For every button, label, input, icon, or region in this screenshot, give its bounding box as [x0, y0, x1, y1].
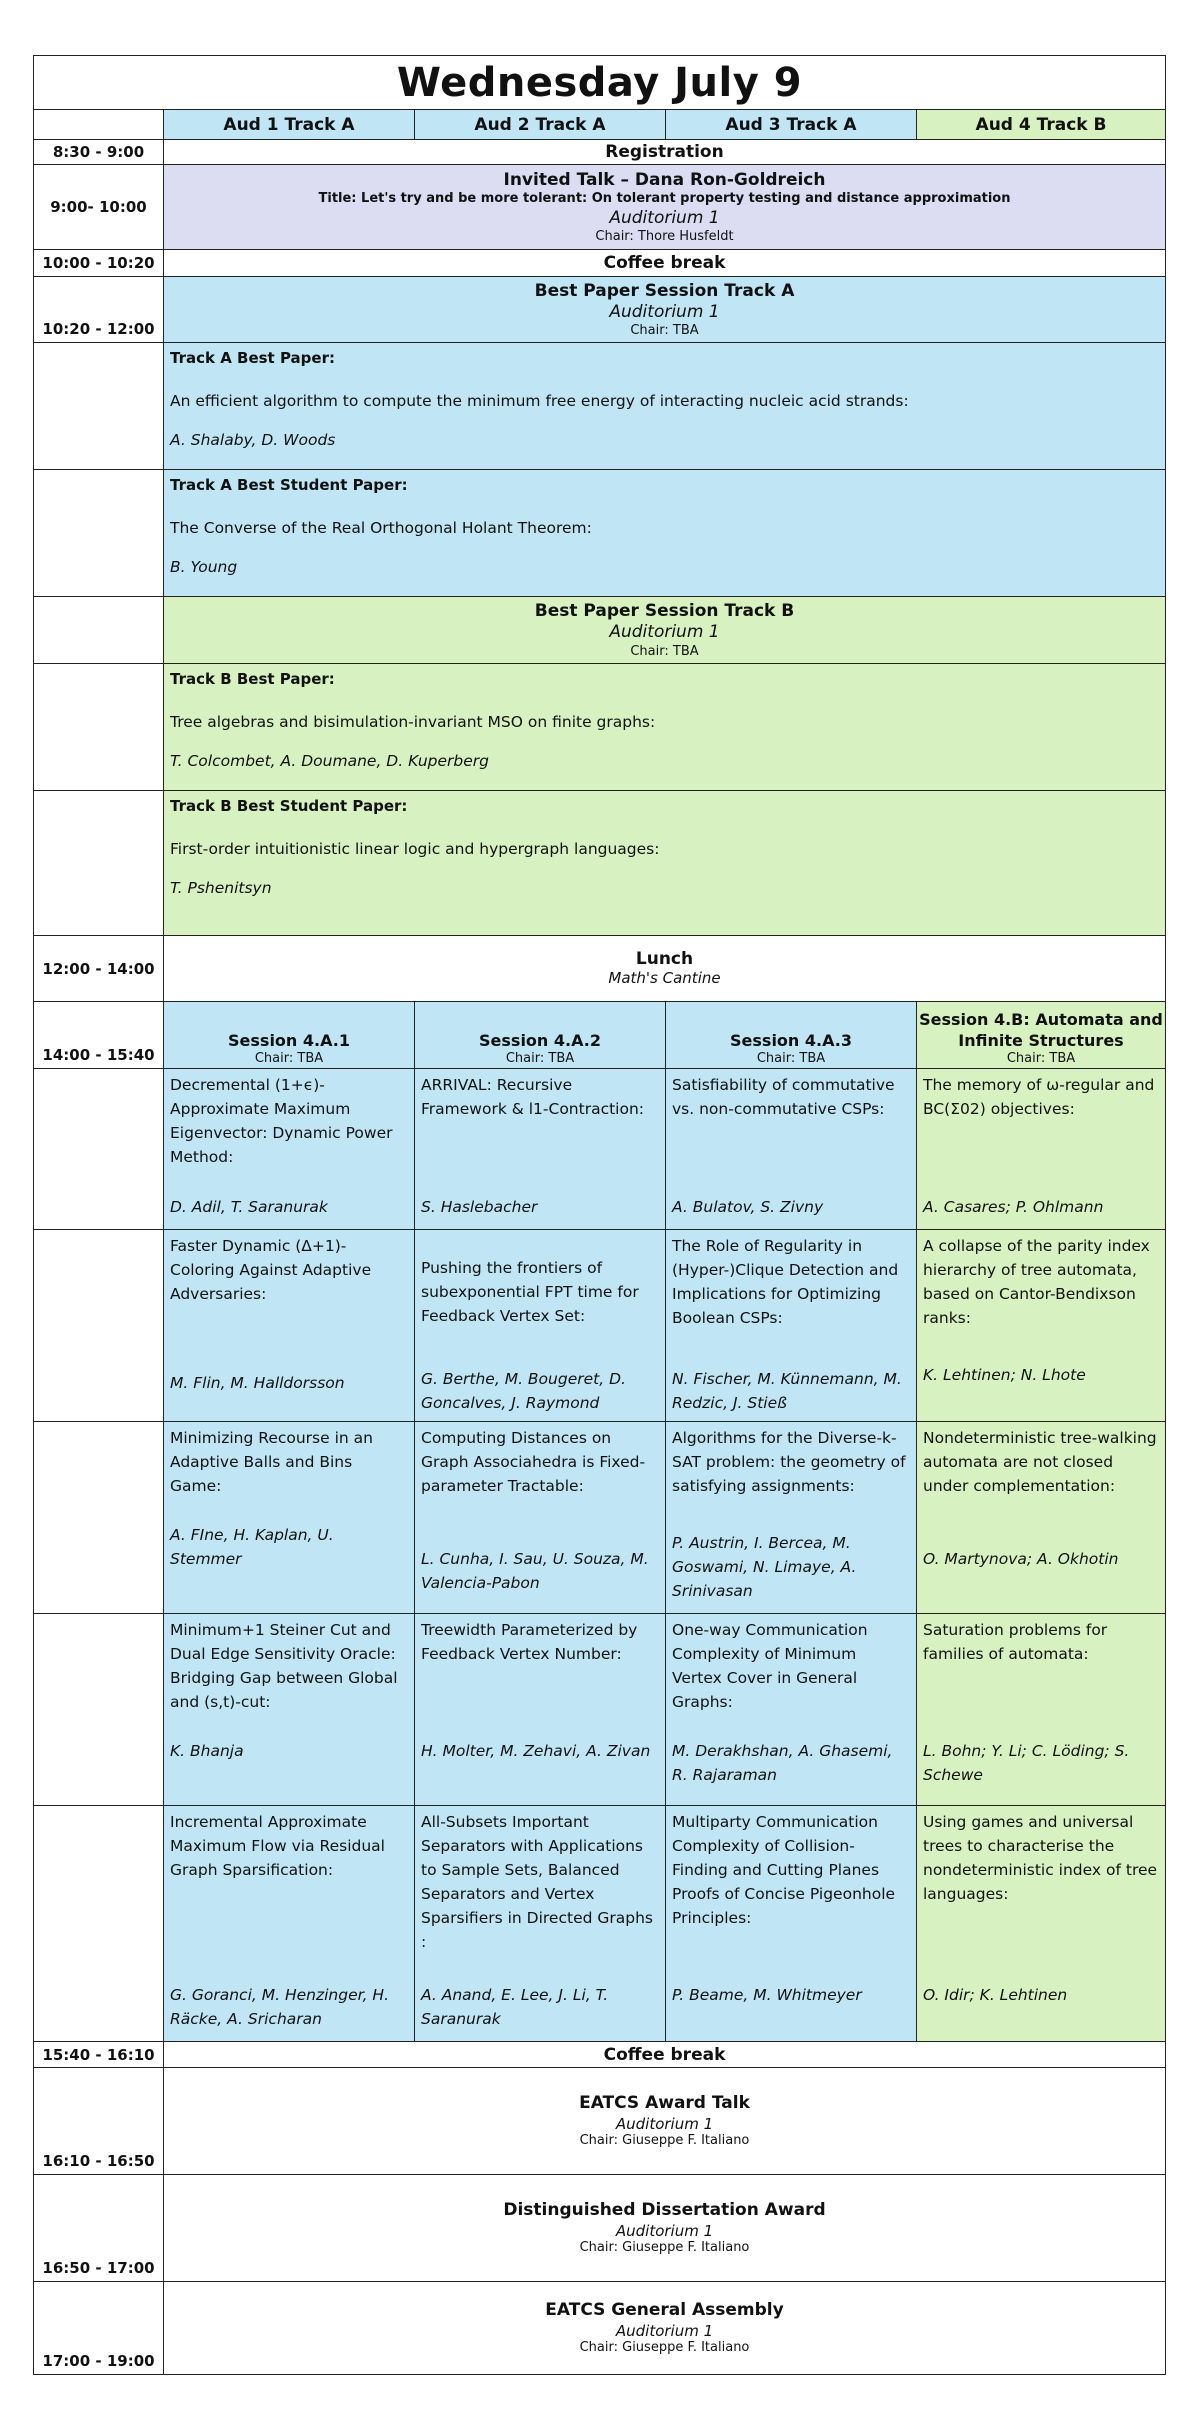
session-header-4a1 — [163, 1001, 415, 1069]
talk-title: One-way Communication Complexity of Minimum Vertex Cover in General Graphs: — [672, 1621, 868, 1712]
talk-title: Nondeterministic tree-walking automata are not closed under complementation: — [923, 1429, 1157, 1496]
talk-cell — [163, 1229, 415, 1422]
dissertation-award-cell — [163, 2174, 1166, 2282]
lunch-place: Math's Cantine — [608, 969, 721, 988]
invited-talk-cell — [163, 164, 1166, 250]
talk-cell — [163, 1805, 415, 2042]
paper-title: An efficient algorithm to compute the minimum free energy of interacting nucleic acid strands: — [170, 391, 909, 410]
talk-title: Treewidth Parameterized by Feedback Vertex Number: — [421, 1621, 638, 1664]
talk-authors: K. Lehtinen; N. Lhote — [923, 1365, 1086, 1384]
time-coffee-1: 10:00 - 10:20 — [33, 249, 164, 277]
talk-cell — [916, 1068, 1166, 1230]
time-empty — [33, 663, 164, 791]
paper-title: The Converse of the Real Orthogonal Holant Theorem: — [170, 518, 592, 537]
best-student-paper-b-entry — [163, 790, 1166, 936]
talk-authors: D. Adil, T. Saranurak — [170, 1197, 328, 1216]
registration-cell — [163, 139, 1166, 165]
talk-cell — [916, 1613, 1166, 1806]
eatcs-award-cell — [163, 2067, 1166, 2175]
time-empty — [33, 1229, 164, 1422]
talk-authors: M. Flin, M. Halldorsson — [170, 1373, 345, 1392]
time-lunch: 12:00 - 14:00 — [33, 935, 164, 1002]
best-paper-b-header — [163, 596, 1166, 664]
invited-talk-room: Auditorium 1 — [609, 207, 720, 228]
session-header-4a3 — [665, 1001, 917, 1069]
paper-authors: B. Young — [170, 558, 238, 577]
session-chair: Chair: TBA — [1006, 1051, 1076, 1067]
coffee-break-1-cell — [163, 249, 1166, 277]
paper-authors: T. Pshenitsyn — [170, 879, 272, 898]
talk-authors: H. Molter, M. Zehavi, A. Zivan — [421, 1741, 651, 1760]
paper-authors: A. Shalaby, D. Woods — [170, 431, 336, 450]
best-paper-a-title: Best Paper Session Track A — [534, 280, 795, 301]
talk-title: Faster Dynamic (Δ+1)-Coloring Against Adaptive Adversaries: — [170, 1237, 372, 1304]
time-empty — [33, 342, 164, 470]
eatcs-award-title: EATCS Award Talk — [579, 2093, 750, 2114]
session-name: Session 4.A.3 — [730, 1030, 852, 1050]
session-name: Session 4.B: Automata and Infinite Structures — [919, 1009, 1163, 1050]
time-empty — [33, 1613, 164, 1806]
talk-authors: K. Bhanja — [170, 1741, 244, 1760]
column-header-aud1: Aud 1 Track A — [163, 109, 415, 140]
lunch-cell — [163, 935, 1166, 1002]
talk-title: Pushing the frontiers of subexponential FPT time for Feedback Vertex Set: — [421, 1259, 639, 1326]
best-paper-a-room: Auditorium 1 — [609, 301, 720, 322]
best-paper-b-chair: Chair: TBA — [630, 643, 699, 659]
invited-talk-title: Invited Talk – Dana Ron-Goldreich — [503, 169, 826, 190]
talk-title: Multiparty Communication Complexity of Collision-Finding and Cutting Planes Proofs of Concise Pigeonhole Principles: — [672, 1813, 896, 1928]
talk-authors: N. Fischer, M. Künnemann, M. Redzic, J. Stieß — [672, 1369, 902, 1412]
registration-label: Registration — [605, 142, 724, 162]
session-header-4b — [916, 1001, 1166, 1069]
session-chair: Chair: TBA — [254, 1051, 324, 1067]
best-paper-a-entry — [163, 342, 1166, 470]
talk-cell — [916, 1421, 1166, 1614]
time-empty — [33, 596, 164, 664]
talk-title: Algorithms for the Diverse-k-SAT problem: the geometry of satisfying assignments: — [672, 1429, 906, 1496]
talk-title: ARRIVAL: Recursive Framework & l1-Contraction: — [421, 1076, 645, 1119]
general-assembly-chair: Chair: Giuseppe F. Italiano — [579, 2340, 750, 2356]
talk-title: Saturation problems for families of automata: — [923, 1621, 1108, 1664]
time-invited: 9:00- 10:00 — [33, 164, 164, 250]
talk-cell — [414, 1805, 666, 2042]
talk-cell — [163, 1613, 415, 1806]
schedule-table — [33, 55, 1166, 2375]
talk-authors: A. Bulatov, S. Zivny — [672, 1197, 824, 1216]
talk-title: Satisfiability of commutative vs. non-commutative CSPs: — [672, 1076, 895, 1119]
paper-label: Track A Best Student Paper: — [170, 476, 408, 494]
time-dissertation: 16:50 - 17:00 — [33, 2174, 164, 2282]
lunch-label: Lunch — [635, 949, 694, 970]
talk-authors: L. Bohn; Y. Li; C. Löding; S. Schewe — [923, 1741, 1130, 1784]
eatcs-award-chair: Chair: Giuseppe F. Italiano — [579, 2133, 750, 2149]
talk-cell — [916, 1805, 1166, 2042]
talk-cell — [414, 1068, 666, 1230]
talk-cell — [665, 1229, 917, 1422]
paper-title: First-order intuitionistic linear logic and hypergraph languages: — [170, 839, 660, 858]
session-chair: Chair: TBA — [756, 1051, 826, 1067]
day-title: Wednesday July 9 — [396, 59, 803, 106]
talk-cell — [916, 1229, 1166, 1422]
best-paper-b-entry — [163, 663, 1166, 791]
time-sessions: 14:00 - 15:40 — [33, 1001, 164, 1069]
coffee-break-2-cell — [163, 2041, 1166, 2068]
talk-authors: O. Idir; K. Lehtinen — [923, 1985, 1068, 2004]
paper-authors: T. Colcombet, A. Doumane, D. Kuperberg — [170, 752, 489, 771]
best-paper-a-header — [163, 276, 1166, 343]
best-paper-a-chair: Chair: TBA — [630, 323, 699, 339]
time-registration: 8:30 - 9:00 — [33, 139, 164, 165]
column-header-aud2: Aud 2 Track A — [414, 109, 666, 140]
time-empty — [33, 1068, 164, 1230]
best-paper-b-title: Best Paper Session Track B — [534, 601, 795, 622]
talk-authors: L. Cunha, I. Sau, U. Souza, M. Valencia-Pabon — [421, 1549, 649, 1592]
dissertation-award-room: Auditorium 1 — [615, 2221, 714, 2240]
talk-title: Computing Distances on Graph Associahedra is Fixed-parameter Tractable: — [421, 1429, 646, 1496]
talk-authors: G. Goranci, M. Henzinger, H. Räcke, A. Sricharan — [170, 1985, 390, 2028]
talk-title: A collapse of the parity index hierarchy of tree automata, based on Cantor-Bendixson ranks: — [923, 1237, 1150, 1328]
time-empty — [33, 1421, 164, 1614]
general-assembly-cell — [163, 2281, 1166, 2375]
session-name: Session 4.A.1 — [228, 1030, 350, 1050]
talk-authors: A. Casares; P. Ohlmann — [923, 1197, 1104, 1216]
time-eatcs-award: 16:10 - 16:50 — [33, 2067, 164, 2175]
session-chair: Chair: TBA — [505, 1051, 575, 1067]
time-empty — [33, 469, 164, 597]
talk-cell — [163, 1068, 415, 1230]
talk-cell — [665, 1421, 917, 1614]
coffee-break-1-label: Coffee break — [603, 253, 726, 273]
talk-authors: M. Derakhshan, A. Ghasemi, R. Rajaraman — [672, 1741, 893, 1784]
eatcs-award-room: Auditorium 1 — [615, 2114, 714, 2133]
time-empty — [33, 1805, 164, 2042]
talk-authors: A. Anand, E. Lee, J. Li, T. Saranurak — [421, 1985, 609, 2028]
talk-cell — [665, 1068, 917, 1230]
best-paper-b-room: Auditorium 1 — [609, 622, 720, 643]
talk-title: Incremental Approximate Maximum Flow via Residual Graph Sparsification: — [170, 1813, 385, 1880]
talk-title: The memory of ω-regular and BC(Σ02) objectives: — [923, 1076, 1155, 1119]
talk-title: Decremental (1+ϵ)-Approximate Maximum Eigenvector: Dynamic Power Method: — [170, 1076, 393, 1167]
paper-label: Track B Best Student Paper: — [170, 797, 408, 815]
time-coffee-2: 15:40 - 16:10 — [33, 2041, 164, 2068]
dissertation-award-title: Distinguished Dissertation Award — [503, 2200, 826, 2221]
talk-title: All-Subsets Important Separators with Applications to Sample Sets, Balanced Separators and Vertex Sparsifiers in Directed Graphs : — [421, 1813, 653, 1952]
talk-title: Minimizing Recourse in an Adaptive Balls and Bins Game: — [170, 1429, 373, 1496]
column-header-aud3: Aud 3 Track A — [665, 109, 917, 140]
talk-cell — [665, 1613, 917, 1806]
session-header-4a2 — [414, 1001, 666, 1069]
talk-cell — [163, 1421, 415, 1614]
time-empty — [33, 790, 164, 936]
talk-cell — [665, 1805, 917, 2042]
talk-cell — [414, 1421, 666, 1614]
coffee-break-2-label: Coffee break — [603, 2044, 726, 2065]
invited-talk-subtitle: Title: Let's try and be more tolerant: On tolerant property testing and distance approximation — [318, 190, 1011, 206]
paper-label: Track B Best Paper: — [170, 670, 335, 688]
best-student-paper-a-entry — [163, 469, 1166, 597]
corner-cell — [33, 109, 164, 140]
talk-cell — [414, 1613, 666, 1806]
day-title-cell — [33, 55, 1166, 110]
talk-title: Minimum+1 Steiner Cut and Dual Edge Sensitivity Oracle: Bridging Gap between Global and (s,t)-cut: — [170, 1621, 398, 1712]
talk-authors: O. Martynova; A. Okhotin — [923, 1549, 1119, 1568]
paper-title: Tree algebras and bisimulation-invariant MSO on finite graphs: — [170, 712, 656, 731]
dissertation-award-chair: Chair: Giuseppe F. Italiano — [579, 2240, 750, 2256]
talk-authors: P. Austrin, I. Bercea, M. Goswami, N. Limaye, A. Srinivasan — [672, 1533, 857, 1600]
paper-label: Track A Best Paper: — [170, 349, 335, 367]
talk-cell — [414, 1229, 666, 1422]
talk-authors: G. Berthe, M. Bougeret, D. Goncalves, J. Raymond — [421, 1369, 626, 1412]
invited-talk-chair: Chair: Thore Husfeldt — [595, 228, 734, 244]
general-assembly-room: Auditorium 1 — [615, 2321, 714, 2340]
talk-authors: A. FIne, H. Kaplan, U. Stemmer — [170, 1525, 334, 1568]
talk-title: Using games and universal trees to characterise the nondeterministic index of tree languages: — [923, 1813, 1158, 1904]
talk-authors: P. Beame, M. Whitmeyer — [672, 1985, 862, 2004]
talk-authors: S. Haslebacher — [421, 1197, 538, 1216]
general-assembly-title: EATCS General Assembly — [545, 2300, 784, 2321]
time-assembly: 17:00 - 19:00 — [33, 2281, 164, 2375]
talk-title: The Role of Regularity in (Hyper-)Clique Detection and Implications for Optimizing Boolean CSPs: — [672, 1237, 899, 1328]
session-name: Session 4.A.2 — [479, 1030, 601, 1050]
column-header-aud4: Aud 4 Track B — [916, 109, 1166, 140]
time-best-paper: 10:20 - 12:00 — [33, 276, 164, 343]
